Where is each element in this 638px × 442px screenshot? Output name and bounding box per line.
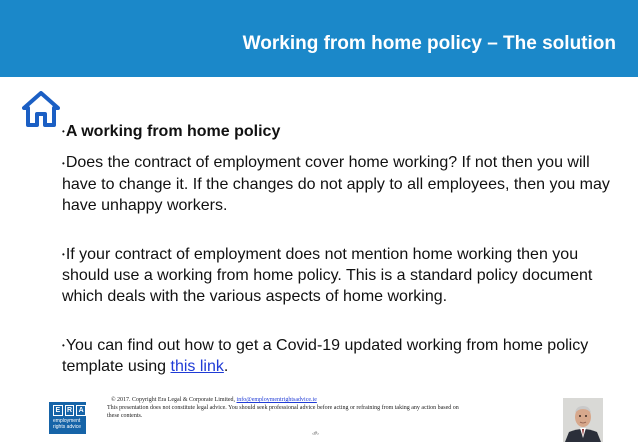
content-heading: A working from home policy	[65, 123, 281, 140]
paragraph-1-text: Does the contract of employment cover home working? If not then you will have to change it. If the changes do not apply to all employees, then you may have unhappy workers.	[62, 154, 610, 214]
page-number: ‹#›	[312, 431, 319, 437]
logo-line-1: employment	[53, 418, 81, 424]
copyright-text: © 2017. Copyright Era Legal & Corporate Limited,	[111, 397, 237, 403]
bullet-paragraph-1	[62, 152, 622, 215]
logo-letter-e: E	[53, 405, 63, 416]
bullet-paragraph-2	[62, 244, 622, 307]
policy-template-link[interactable]: this link	[170, 358, 224, 376]
slide-content	[62, 121, 622, 377]
paragraph-3-text: You can find out how to get a Covid-19 updated working from home policy template using	[62, 336, 589, 376]
email-link[interactable]: info@employmentrightsadvice.ie	[236, 397, 317, 403]
bullet-paragraph-3	[62, 335, 622, 377]
copyright-line	[107, 396, 467, 404]
bullet-icon: •	[62, 249, 65, 259]
bullet-icon: •	[62, 127, 65, 137]
logo-letter-r: R	[65, 405, 75, 416]
logo-letter-a: A	[76, 405, 86, 416]
footer-notice	[107, 396, 467, 420]
presenter-photo	[563, 398, 603, 442]
bullet-icon: •	[62, 341, 65, 351]
logo-subtitle	[49, 418, 86, 430]
logo-letters	[49, 402, 86, 416]
heading-item	[62, 121, 622, 142]
title-bar	[0, 0, 638, 77]
slide-title: Working from home policy – The solution	[242, 33, 616, 54]
home-icon	[22, 91, 60, 127]
paragraph-2-text: If your contract of employment does not mention home working then you should use a working from home policy. This is a standard policy document which deals with the various aspects of home working.	[62, 245, 593, 305]
logo-line-2: rights advice	[53, 424, 82, 430]
paragraph-3-end: .	[223, 358, 229, 376]
disclaimer-text: This presentation does not constitute legal advice. You should seek professional advice before acting or refraining from taking any action based on these contents.	[107, 405, 459, 419]
bullet-icon: •	[62, 158, 65, 168]
era-logo	[49, 402, 86, 434]
